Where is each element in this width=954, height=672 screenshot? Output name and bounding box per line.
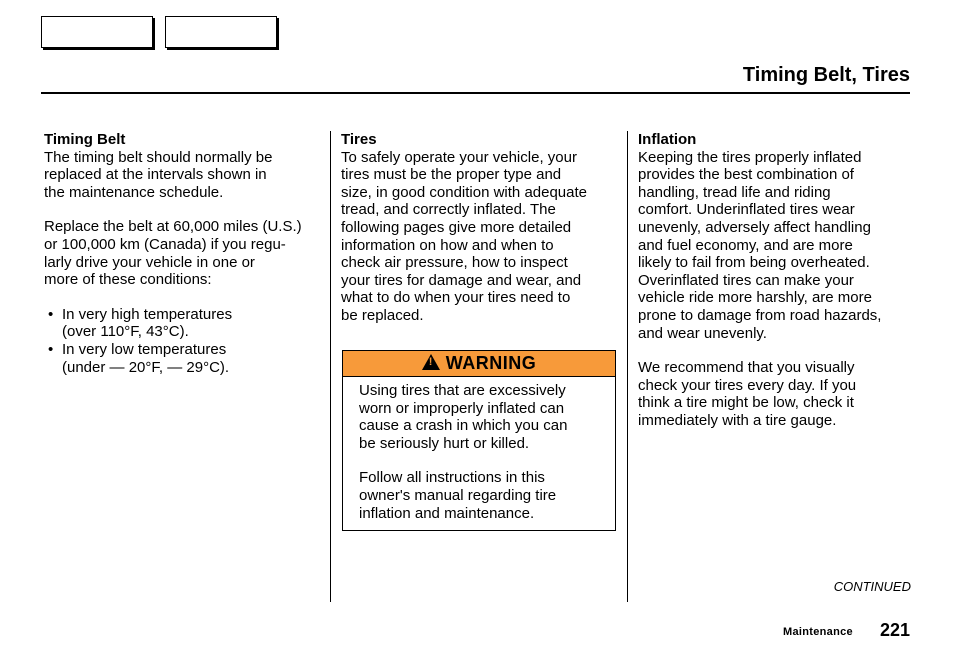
timing-belt-heading: Timing Belt (44, 131, 126, 148)
warning-label: WARNING (445, 353, 537, 373)
text-line: and fuel economy, and are more (638, 236, 853, 254)
warning-header (343, 351, 615, 377)
column-divider (627, 131, 628, 602)
text-line: cause a crash in which you can (359, 417, 568, 435)
text-line: more of these conditions: (44, 271, 212, 289)
text-line: We recommend that you visually (638, 359, 855, 377)
text-line: larly drive your vehicle in one or (44, 253, 255, 271)
text-line: In very high temperatures (62, 305, 233, 323)
text-line: likely to fail from being overheated. (638, 254, 870, 272)
inflation-paragraph-2 (638, 359, 913, 429)
text-line: be seriously hurt or killed. (359, 434, 530, 452)
text-line: inflation and maintenance. (359, 504, 535, 522)
text-line: owner's manual regarding tire (359, 486, 557, 504)
text-line: information on how and when to (341, 236, 554, 254)
tires-heading: Tires (341, 131, 377, 148)
nav-button-next[interactable] (165, 16, 277, 48)
text-line: what to do when your tires need to (341, 289, 571, 307)
text-line: think a tire might be low, check it (638, 394, 854, 412)
tires-column (341, 131, 619, 325)
timing-belt-column (44, 131, 324, 376)
inflation-column (638, 131, 913, 430)
header-divider (41, 92, 910, 94)
text-line: vehicle ride more harshly, are more (638, 289, 872, 307)
warning-body (343, 377, 615, 522)
tires-paragraph (341, 149, 619, 325)
text-line: your tires for damage and wear, and (341, 271, 582, 289)
text-line: (under — 20°F, — 29°C). (62, 358, 230, 376)
text-line: Using tires that are excessively (359, 382, 566, 399)
text-line: replaced at the intervals shown in (44, 166, 267, 184)
text-line: tires must be the proper type and (341, 166, 562, 184)
list-item (44, 306, 324, 341)
warning-paragraph-2 (359, 469, 599, 522)
column-divider (330, 131, 331, 602)
text-line: size, in good condition with adequate (341, 183, 588, 201)
timing-belt-paragraph-1 (44, 149, 324, 202)
text-line: prone to damage from road hazards, (638, 306, 882, 324)
text-line: be replaced. (341, 306, 424, 324)
text-line: (over 110°F, 43°C). (62, 323, 189, 341)
text-line: Overinflated tires can make your (638, 271, 854, 289)
timing-belt-paragraph-2 (44, 218, 324, 288)
footer-section-name: Maintenance (783, 626, 853, 638)
text-line: In very low temperatures (62, 340, 227, 358)
text-line: or 100,000 km (Canada) if you regu- (44, 235, 286, 253)
page-title: Timing Belt, Tires (742, 64, 910, 86)
page-number: 221 (880, 620, 911, 640)
text-line: comfort. Underinflated tires wear (638, 201, 855, 219)
text-line: Keeping the tires properly inflated (638, 148, 862, 166)
text-line: immediately with a tire gauge. (638, 411, 837, 429)
text-line: The timing belt should normally be (44, 148, 273, 166)
inflation-heading: Inflation (638, 131, 697, 148)
conditions-list (44, 306, 324, 376)
text-line: tread, and correctly inflated. The (341, 201, 556, 219)
continued-label: CONTINUED (833, 579, 911, 594)
text-line: Replace the belt at 60,000 miles (U.S.) (44, 218, 302, 236)
text-line: Follow all instructions in this (359, 469, 545, 487)
text-line: the maintenance schedule. (44, 183, 224, 201)
text-line: following pages give more detailed (341, 218, 572, 236)
text-line: provides the best combination of (638, 166, 854, 184)
text-line: worn or improperly inflated can (359, 399, 565, 417)
text-line: unevenly, adversely affect handling (638, 218, 871, 236)
text-line: and wear unevenly. (638, 324, 767, 342)
text-line: check air pressure, how to inspect (341, 254, 568, 272)
list-item (44, 341, 324, 376)
nav-button-previous[interactable] (41, 16, 153, 48)
warning-box (342, 350, 616, 531)
text-line: check your tires every day. If you (638, 376, 857, 394)
inflation-paragraph-1 (638, 149, 913, 343)
warning-paragraph-1 (359, 382, 599, 452)
text-line: handling, tread life and riding (638, 183, 831, 201)
text-line: To safely operate your vehicle, your (341, 148, 577, 166)
warning-triangle-icon: ! (422, 354, 440, 370)
